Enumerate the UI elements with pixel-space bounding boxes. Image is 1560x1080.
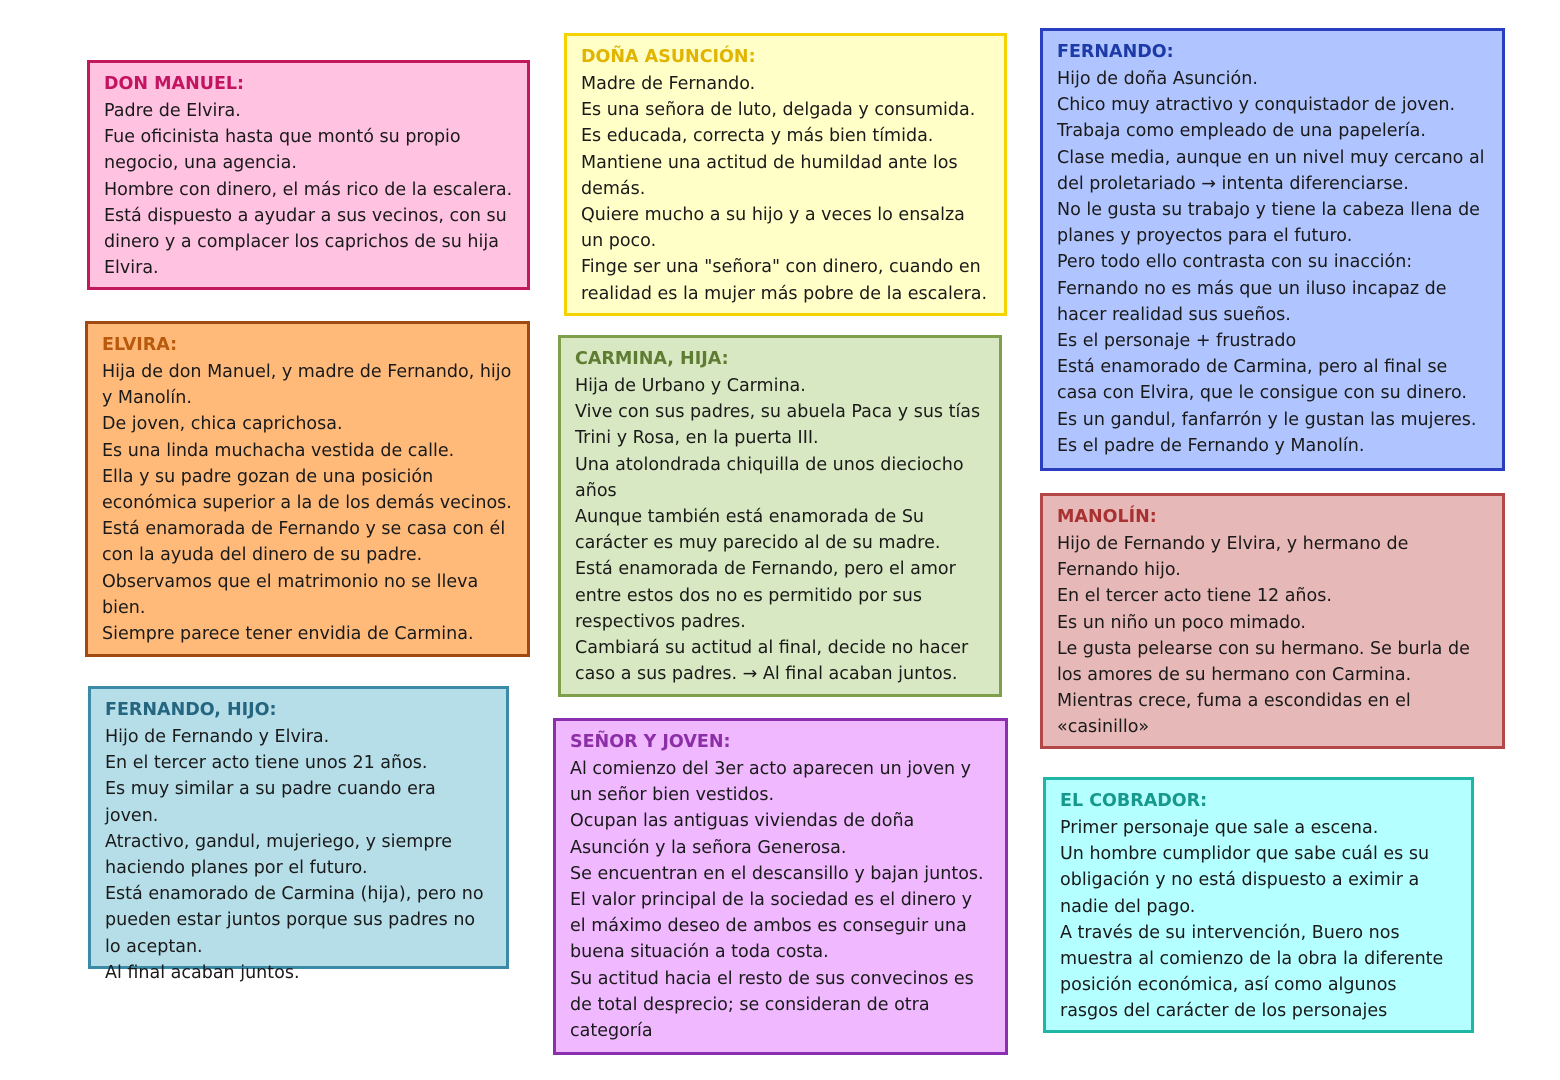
line: Es muy similar a su padre cuando era joven. (105, 779, 436, 826)
card-title: FERNANDO, HIJO: (105, 700, 277, 720)
line: Mantiene una actitud de humildad ante los demás. (581, 152, 958, 199)
line: Siempre parece tener envidia de Carmina. (102, 624, 474, 645)
card-title: ELVIRA: (102, 335, 178, 355)
line: El valor principal de la sociedad es el dinero y el máximo deseo de ambos es conseguir una buena situación a toda costa. (570, 890, 972, 963)
line: Hijo de Fernando y Elvira. (105, 727, 330, 747)
line: Clase media, aunque en un nivel muy cercano al del proletariado → intenta diferenciarse. (1057, 147, 1485, 194)
line: Hijo de doña Asunción. (1057, 69, 1258, 89)
card-title: EL COBRADOR: (1060, 791, 1208, 811)
line: Padre de Elvira. (104, 101, 241, 121)
card-title: CARMINA, HIJA: (575, 349, 729, 369)
line: Es educada, correcta y más bien tímida. (581, 126, 934, 147)
line: Está dispuesto a ayudar a sus vecinos, con su dinero y a complacer los caprichos de su hija Elvira. (104, 205, 507, 279)
line: Fue oficinista hasta que montó su propio negocio, una agencia. (104, 127, 461, 174)
line: Está enamorada de Fernando, pero el amor entre estos dos no es permitido por sus respectivos padres. (575, 559, 956, 632)
card-title: DOÑA ASUNCIÓN: (581, 47, 756, 67)
line: Ella y su padre gozan de una posición económica superior a la de los demás vecinos. (102, 466, 512, 514)
line: Un hombre cumplidor que sabe cuál es su obligación y no está dispuesto a eximir a nadie del pago. (1060, 844, 1430, 917)
line: Es el padre de Fernando y Manolín. (1057, 435, 1365, 456)
line: Es un gandul, fanfarrón y le gustan las mujeres. (1057, 409, 1477, 430)
card-carmina-hija (558, 335, 1002, 697)
line: Hija de Urbano y Carmina. (575, 376, 806, 396)
line: Cambiará su actitud al final, decide no hacer caso a sus padres. → Al final acaban juntos. (575, 638, 969, 685)
card-title: FERNANDO: (1057, 42, 1174, 62)
card-fernando (1040, 28, 1505, 471)
line: Es una linda muchacha vestida de calle. (102, 440, 455, 461)
card-title: MANOLÍN: (1057, 507, 1157, 527)
line: Aunque también está enamorada de Su carácter es muy parecido al de su madre. (575, 507, 941, 554)
line: Madre de Fernando. (581, 74, 756, 94)
line: Está enamorado de Carmina, pero al final se casa con Elvira, que le consigue con su dinero. (1057, 357, 1467, 404)
line: Chico muy atractivo y conquistador de joven. (1057, 95, 1456, 116)
line: Su actitud hacia el resto de sus convecinos es de total desprecio; se consideran de otra categoría (570, 968, 974, 1042)
line: Ocupan las antiguas viviendas de doña Asunción y la señora Generosa. (570, 811, 915, 858)
line: Está enamorada de Fernando y se casa con él con la ayuda del dinero de su padre. (102, 519, 506, 566)
card-elvira (85, 321, 530, 657)
card-manolin (1040, 493, 1505, 749)
line: Pero todo ello contrasta con su inacción: Fernando no es más que un iluso incapaz de hacer realidad sus sueños. (1057, 252, 1447, 325)
line: Es una señora de luto, delgada y consumida. (581, 100, 976, 121)
line: Hija de don Manuel, y madre de Fernando, hijo y Manolín. (102, 362, 512, 409)
line: Está enamorado de Carmina (hija), pero no pueden estar juntos porque sus padres no lo aceptan. (105, 884, 484, 957)
card-title: DON MANUEL: (104, 74, 245, 94)
line: Al final acaban juntos. (105, 962, 300, 983)
line: Es un niño un poco mimado. (1057, 612, 1306, 633)
line: Finge ser una "señora" con dinero, cuando en realidad es la mujer más pobre de la escalera. (581, 257, 988, 304)
line: Quiere mucho a su hijo y a veces lo ensalza un poco. (581, 205, 965, 252)
card-don-manuel (87, 60, 530, 290)
line: Trabaja como empleado de una papelería. (1057, 121, 1426, 142)
line: Hombre con dinero, el más rico de la escalera. (104, 179, 513, 200)
line: Observamos que el matrimonio no se lleva bien. (102, 571, 479, 618)
line: Es el personaje + frustrado (1057, 331, 1297, 352)
line: Vive con sus padres, su abuela Paca y sus tías Trini y Rosa, en la puerta III. (575, 402, 981, 449)
line: En el tercer acto tiene unos 21 años. (105, 753, 428, 774)
line: A través de su intervención, Buero nos muestra al comienzo de la obra la diferente posición económica, así como algunos rasgos del carácter de los personajes (1060, 922, 1444, 1022)
line: Al comienzo del 3er acto aparecen un joven y un señor bien vestidos. (570, 759, 972, 806)
line: Primer personaje que sale a escena. (1060, 818, 1379, 838)
card-el-cobrador (1043, 777, 1474, 1033)
line: Una atolondrada chiquilla de unos dieciocho años (575, 454, 964, 501)
line: De joven, chica caprichosa. (102, 414, 343, 435)
line: En el tercer acto tiene 12 años. (1057, 586, 1332, 607)
line: Mientras crece, fuma a escondidas en el «casinillo» (1057, 691, 1411, 738)
line: Atractivo, gandul, mujeriego, y siempre haciendo planes por el futuro. (105, 831, 453, 879)
line: Le gusta pelearse con su hermano. Se burla de los amores de su hermano con Carmina. (1057, 638, 1470, 686)
card-senor-y-joven (553, 718, 1008, 1055)
card-dona-asuncion (564, 33, 1007, 316)
line: Se encuentran en el descansillo y bajan juntos. (570, 863, 984, 884)
line: Hijo de Fernando y Elvira, y hermano de Fernando hijo. (1057, 534, 1409, 581)
card-fernando-hijo (88, 686, 509, 983)
card-title: SEÑOR Y JOVEN: (570, 732, 731, 752)
line: No le gusta su trabajo y tiene la cabeza llena de planes y proyectos para el futuro. (1057, 200, 1480, 247)
